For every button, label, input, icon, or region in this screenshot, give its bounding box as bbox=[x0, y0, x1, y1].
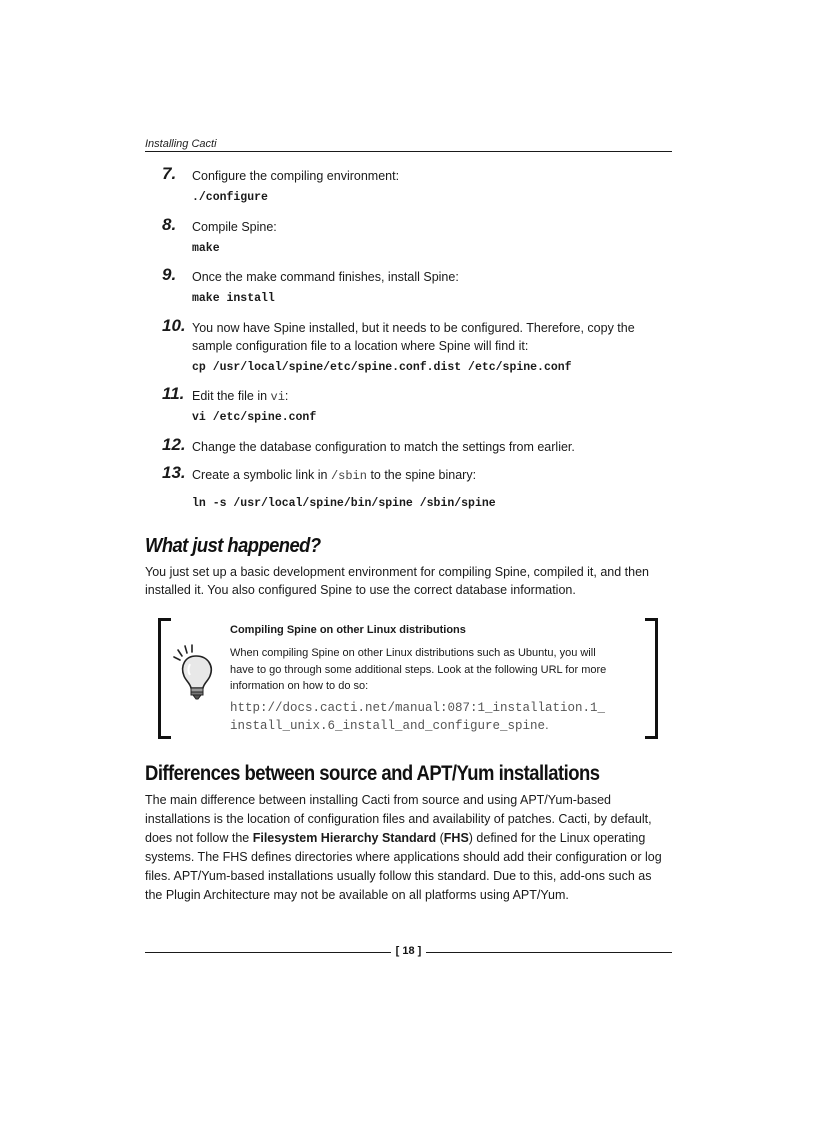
step-text-8: Compile Spine: bbox=[192, 220, 277, 234]
step-text-9: Once the make command finishes, install Spine: bbox=[192, 270, 459, 284]
step-text-13-b: to the spine binary: bbox=[366, 468, 477, 482]
differences-line2: installations is the location of configuration files and availability of patches. Cacti, by default, bbox=[145, 812, 652, 826]
step-number-10: 10. bbox=[162, 316, 186, 335]
inline-code-sbin: /sbin bbox=[330, 469, 367, 483]
differences-heading: Differences between source and APT/Yum installations bbox=[145, 762, 600, 785]
step-text-10-line2: sample configuration file to a location where Spine will find it: bbox=[192, 339, 529, 353]
step-text-11-a: Edit the file in bbox=[192, 389, 271, 403]
step-text-13-a: Create a symbolic link in bbox=[192, 468, 331, 482]
tip-text-line1: When compiling Spine on other Linux distributions such as Ubuntu, you will bbox=[230, 647, 596, 659]
tip-url-line2-text[interactable]: install_unix.6_install_and_configure_spine bbox=[230, 719, 546, 733]
what-happened-line1: You just set up a basic development environment for compiling Spine, compiled it, and then bbox=[145, 565, 650, 579]
differences-line3-a: does not follow the bbox=[145, 831, 253, 845]
differences-line6: the Plugin Architecture may not be available on all platforms using APT/Yum. bbox=[145, 888, 569, 902]
differences-line5: files. APT/Yum-based installations usually follow this standard. Due to this, add-ons such as bbox=[145, 869, 652, 883]
tip-url-line1[interactable]: http://docs.cacti.net/manual:087:1_installation.1_ bbox=[230, 701, 606, 715]
code-line-9: make install bbox=[192, 292, 275, 305]
tip-title: Compiling Spine on other Linux distributions bbox=[230, 624, 466, 636]
code-line-8: make bbox=[192, 242, 220, 255]
fhs-term: Filesystem Hierarchy Standard bbox=[252, 831, 437, 845]
step-number-8: 8. bbox=[162, 215, 177, 234]
footer-rule-right bbox=[426, 952, 672, 953]
step-text-12: Change the database configuration to match the settings from earlier. bbox=[192, 440, 575, 454]
step-text-11-b: : bbox=[284, 389, 289, 403]
header-rule bbox=[145, 151, 672, 152]
step-number-12: 12. bbox=[162, 435, 186, 454]
step-number-11: 11. bbox=[162, 384, 185, 403]
tip-box bbox=[158, 618, 658, 735]
step-number-13: 13. bbox=[162, 463, 186, 482]
step-text-10-line1: You now have Spine installed, but it needs to be configured. Therefore, copy the bbox=[192, 321, 635, 335]
what-happened-heading: What just happened? bbox=[145, 535, 321, 557]
tip-text bbox=[230, 645, 640, 695]
lightbulb-icon bbox=[172, 642, 216, 700]
page-number: [ 18 ] bbox=[395, 945, 422, 957]
tip-text-line3: information on how to do so: bbox=[230, 680, 369, 692]
tip-bracket-right bbox=[645, 618, 658, 739]
code-line-13: ln -s /usr/local/spine/bin/spine /sbin/spine bbox=[192, 497, 496, 510]
tip-url-period: . bbox=[545, 718, 549, 732]
tip-bracket-left bbox=[158, 618, 171, 739]
tip-url-line2[interactable] bbox=[230, 717, 640, 735]
tip-url[interactable] bbox=[230, 700, 640, 735]
step-text-11 bbox=[192, 387, 662, 406]
differences-line4: systems. The FHS defines directories where applications should add their configuration or log bbox=[145, 850, 662, 864]
code-line-10: cp /usr/local/spine/etc/spine.conf.dist /etc/spine.conf bbox=[192, 361, 572, 374]
step-text-7: Configure the compiling environment: bbox=[192, 169, 400, 183]
inline-code-vi: vi bbox=[270, 390, 285, 404]
differences-line3 bbox=[145, 829, 672, 849]
differences-line1: The main difference between installing Cacti from source and using APT/Yum-based bbox=[145, 793, 611, 807]
footer-rule-left bbox=[145, 952, 391, 953]
differences-line3-c: ( bbox=[436, 831, 444, 845]
step-number-9: 9. bbox=[162, 265, 177, 284]
code-line-11: vi /etc/spine.conf bbox=[192, 411, 317, 424]
running-head: Installing Cacti bbox=[145, 138, 217, 150]
page-footer bbox=[145, 945, 672, 959]
step-text-13 bbox=[192, 466, 662, 485]
differences-line3-e: ) defined for the Linux operating bbox=[468, 831, 646, 845]
fhs-abbrev: FHS bbox=[443, 831, 469, 845]
tip-text-line2: have to go through some additional steps. Look at the following URL for more bbox=[230, 663, 607, 676]
code-line-7: ./configure bbox=[192, 191, 268, 204]
what-happened-line2: installed it. You also configured Spine to use the correct database information. bbox=[145, 583, 576, 597]
step-number-7: 7. bbox=[162, 164, 177, 183]
